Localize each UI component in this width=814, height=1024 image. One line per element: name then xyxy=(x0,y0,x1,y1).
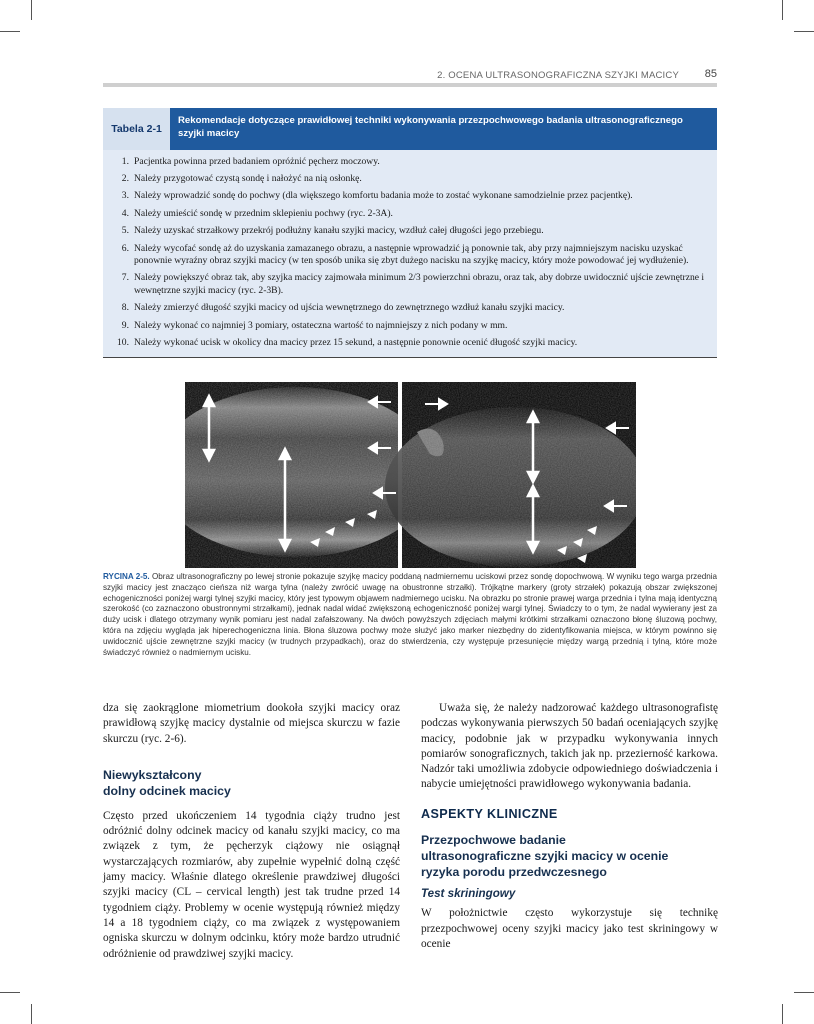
heading-line: ultrasonograficzne szyjki macicy w ocenie xyxy=(421,849,669,864)
figure-caption xyxy=(103,572,717,658)
table-item xyxy=(109,153,711,170)
table-item-number: 3. xyxy=(121,190,129,202)
table-item-text: Należy wycofać sondę aż do uzyskania zamazanego obrazu, a następnie wprowadzić ją ponownie tak, aby przy najmniejszym nacisku uzyskać ponownie wyraźny obraz szyjki macicy (w ten sposób unika się zbyt dużego nacisku na szyjkę macicy, który może powodować jej wydłużenie). xyxy=(134,242,689,266)
left-speckle xyxy=(185,382,398,568)
running-header xyxy=(103,68,717,88)
ultrasound-figure xyxy=(185,382,636,568)
table-item-text: Należy przygotować czystą sondę i nałożyć na nią osłonkę. xyxy=(134,172,362,184)
heading-line: Niewykształcony xyxy=(103,767,202,782)
table-item xyxy=(109,334,711,351)
table-item-number: 7. xyxy=(121,272,129,284)
table-label: Tabela 2-1 xyxy=(103,108,170,150)
table-item xyxy=(109,300,711,317)
right-speckle xyxy=(402,382,636,568)
table-item-text: Należy powiększyć obraz tak, aby szyjka macicy zajmowała minimum 2/3 powierzchni obrazu, oraz tak, aby dobrze uwidocznić ujście zewnętrzne i wewnętrzne szyjki macicy (ryc. 2-3B). xyxy=(134,272,705,296)
table-title: Rekomendacje dotyczące prawidłowej techniki wykonywania przezpochwowego badania ultrasonograficznego szyjki macicy xyxy=(170,108,717,150)
table-item-text: Należy wykonać ucisk w okolicy dna macicy przez 15 sekund, a następnie ponownie ocenić długość szyjki macicy. xyxy=(134,336,578,348)
table-item xyxy=(109,205,711,222)
crop-mark xyxy=(0,31,20,32)
table-item-number: 9. xyxy=(121,319,129,331)
header-rule xyxy=(103,83,717,87)
section-title: ASPEKTY KLINICZNE xyxy=(421,806,558,821)
crop-mark xyxy=(0,992,20,993)
right-column xyxy=(421,701,718,952)
crop-mark xyxy=(31,0,32,20)
table-item-number: 1. xyxy=(121,155,129,167)
crop-mark xyxy=(794,31,814,32)
table-item-number: 8. xyxy=(121,302,129,314)
table-item xyxy=(109,188,711,205)
chapter-title: 2. OCENA ULTRASONOGRAFICZNA SZYJKI MACICY xyxy=(437,70,679,81)
figure-label: RYCINA 2-5. xyxy=(103,572,150,581)
crop-mark xyxy=(782,1004,783,1024)
crop-mark xyxy=(782,0,783,20)
heading-line: dolny odcinek macicy xyxy=(103,783,231,798)
table-item-text: Pacjentka powinna przed badaniem opróżnić pęcherz moczowy. xyxy=(134,155,380,167)
left-column xyxy=(103,701,400,962)
figure-caption-text: Obraz ultrasonograficzny po lewej stronie pokazuje szyjkę macicy poddaną nadmiernemu uciskowi przez sondę dopochwową. W wyniku tego warga przednia szyjki macicy jest znacząco cieńsza niż warga tylna (należy zwrócić uwagę na obustronne strzałki). Trójkątne markery (groty strzałek) pokazują obszar zwiększonej echogeniczności poniżej wargi tylnej szyjki macicy, który jest typowym objawem nadmiernego ucisku. Na obrazku po stronie prawej warga przednia i tylna mają identyczną szerokość (co zaznaczono obustronnymi strzałkami), jednak nadal widać zwiększoną echogeniczność poniżej wargi tylnej. Świadczy to o tym, że nadal wywierany jest za duży ucisk i dlatego otrzymany wynik pomiaru jest nadal zafałszowany. Na dwóch powyższych zdjęciach małymi krótkimi strzałkami oznaczono błonę śluzową pochwy, która na zdjęciu wygląda jak hiperechogeniczna linia. Błona śluzowa pochwy może służyć jako marker niezbędny do zidentyfikowania miejsca, w którym powinno się uwidocznić ujście zewnętrzne szyjki macicy (w trudnych przypadkach), oraz do stwierdzenia, czy występuje przesunięcie między wargą przednią i tylną, które może świadczyć również o nadmiernym ucisku. xyxy=(103,572,718,657)
subsection-heading xyxy=(421,832,718,880)
table-item-number: 4. xyxy=(121,207,129,219)
page-number: 85 xyxy=(704,68,717,80)
left-para-2: Często przed ukończeniem 14 tygodnia ciąży trudno jest odróżnić dolny odcinek macicy od kanału szyjki macicy, co ma związek z tym, że pęcherzyk ciążowy nie osiągnął wystarczających rozmiarów, aby zupełnie wypełnić dolną część jamy macicy. Właśnie dlatego określenie prawdziwej długości szyjki macicy (CL – cervical length) jest tak trudne przed 14 tygodniem ciąży. Problemy w ocenie występują również między 14 a 18 tygodniem ciąży, co ma związek z występowaniem ogniska skurczu w dolnym odcinku, który może bardzo utrudnić odróżnienie od prawdziwej szyjki macicy. xyxy=(103,809,400,960)
right-para-1: Uważa się, że należy nadzorować każdego ultrasonografistę podczas wykonywania pierwszych 50 badań oceniających szyjkę macicy, podobnie jak w przypadku wykonywania innych pomiarów sonograficznych, takich jak np. przezierność karkowa. Nadzór taki umożliwia zdobycie odpowiedniego doświadczenia i nabycie umiejętności prawidłowego wykonywania badania. xyxy=(421,702,718,791)
recommendations-table xyxy=(103,108,717,358)
right-para-2: W położnictwie często wykorzystuje się technikę przezpochwowej oceny szyjki macicy jako test skriningowy w ocenie xyxy=(421,907,718,950)
crop-mark xyxy=(794,992,814,993)
table-item xyxy=(109,170,711,187)
heading-line: ryzyka porodu przedwczesnego xyxy=(421,865,607,880)
table-header xyxy=(103,108,717,150)
left-para-1: dza się zaokrąglone miometrium dookoła szyjki macicy oraz prawidłową szyjkę macicy dystalnie od miejsca skurczu w fazie skurczu (ryc. 2-6). xyxy=(103,702,400,745)
table-item-text: Należy wykonać co najmniej 3 pomiary, ostateczna wartość to najmniejszy z nich podany w mm. xyxy=(134,319,508,331)
table-item xyxy=(109,240,711,270)
table-list xyxy=(109,153,711,352)
table-item-number: 10. xyxy=(117,336,129,348)
section-heading xyxy=(103,767,400,799)
table-item-text: Należy uzyskać strzałkowy przekrój podłużny kanału szyjki macicy, wzdłuż całej długości jego przebiegu. xyxy=(134,225,544,237)
table-item-text: Należy umieścić sondę w przednim sklepieniu pochwy (ryc. 2-3A). xyxy=(134,207,393,219)
table-item xyxy=(109,270,711,300)
table-item-text: Należy wprowadzić sondę do pochwy (dla większego komfortu badania może to zostać wykonane samodzielnie przez pacjentkę). xyxy=(134,190,633,202)
ultrasound-images xyxy=(185,382,636,568)
table-item-text: Należy zmierzyć długość szyjki macicy od ujścia wewnętrznego do zewnętrznego wzdłuż kanału szyjki macicy. xyxy=(134,302,565,314)
table-item xyxy=(109,223,711,240)
table-item-number: 5. xyxy=(121,225,129,237)
subsubsection-heading: Test skriningowy xyxy=(421,887,516,901)
crop-mark xyxy=(31,1004,32,1024)
heading-line: Przezpochwowe badanie xyxy=(421,833,566,848)
table-body xyxy=(103,150,717,358)
table-item-number: 2. xyxy=(121,172,129,184)
table-item-number: 6. xyxy=(121,242,129,254)
table-item xyxy=(109,317,711,334)
